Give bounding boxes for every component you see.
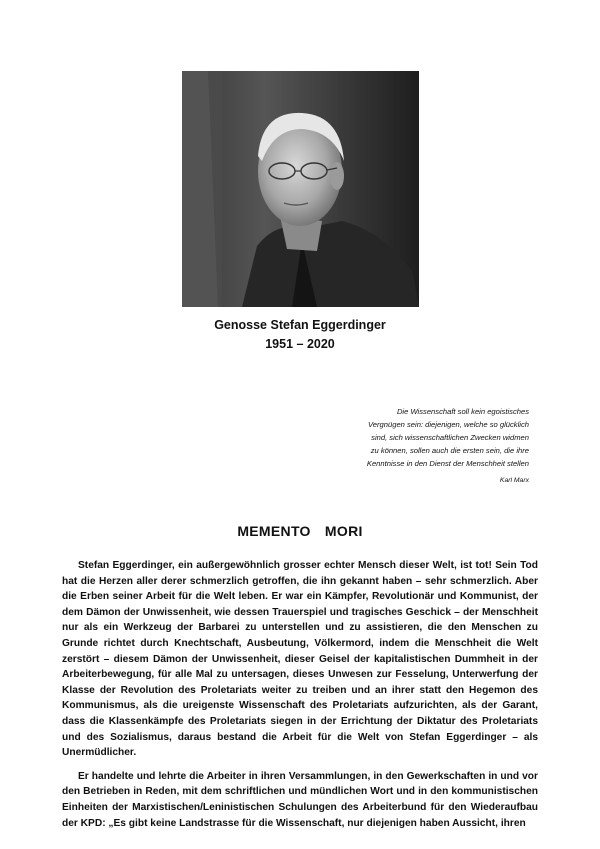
portrait-photo xyxy=(182,71,419,307)
caption-name: Genosse Stefan Eggerdinger xyxy=(214,318,386,332)
quote-line: zu können, sollen auch die ersten sein, die ihre xyxy=(370,446,529,455)
quote-block xyxy=(229,405,529,487)
body-text xyxy=(62,558,538,839)
caption-dates: 1951 – 2020 xyxy=(265,337,335,351)
quote-line: Vergnügen sein: diejenigen, welche so glücklich xyxy=(368,420,529,429)
paragraph: Er handelte und lehrte die Arbeiter in ihren Versammlungen, in den Gewerkschaften in und vor den Betrieben in Reden, mit dem schriftlichen und mündlichen Wort und in den kommunistischen Einheiten der Marxistischen/Leninistischen Schulungen des Arbeiterbund für den Wiederaufbau der KPD: „Es gibt keine Landstrasse für die Wissenschaft, nur diejenigen haben Aussicht, ihren xyxy=(62,770,538,829)
portrait-image xyxy=(182,71,419,307)
quote-line: Die Wissenschaft soll kein egoistisches xyxy=(396,407,529,416)
quote-line: sind, sich wissenschaftlichen Zwecken widmen xyxy=(371,433,529,442)
quote-author: Karl Marx xyxy=(499,477,529,484)
page-heading: MEMENTO MORI xyxy=(237,523,363,539)
paragraph: Stefan Eggerdinger, ein außergewöhnlich grosser echter Mensch dieser Welt, ist tot! Sein Tod hat die Herzen aller derer schmerzlich getroffen, die ihn gekannt haben – sehr schmerzlich. Aber die Erben seiner Arbeit für die Welt leben. Er war ein Kämpfer, Revolutionär und Kommunist, der dem Dämon der Unwissenheit, wie dessen Trauerspiel und tragisches Geschick – der Menschheit nur als ein Werkzeug der Barbarei zu unterstellen und zu assistieren, die den Menschen zu Grunde richtet durch Knechtschaft, Ausbeutung, Völkermord, indem die Menschheit die Welt zerstört – diesem Dämon der Unwissenheit, dieser Geisel der kapitalistischen Dummheit in der Arbeiterbewegung, für alle Mal zu untersagen, dieses Unwesen zur Fesselung, Unterwerfung der Klasse der Revolution des Proletariats weiter zu treiben und an ihrer statt den Hegemon des Kommunismus, als die ureigenste Wissenschaft des Proletariats aufzurichten, als der Garant, dass die Klassenkämpfe des Proletariats siegen in der Errichtung der Diktatur des Proletariats und des Sozialismus, daraus bestand die Arbeit für die Welt von Stefan Eggerdinger – als Unermüdlicher. xyxy=(62,560,538,759)
quote-line: Kenntnisse in den Dienst der Menschheit stellen xyxy=(366,459,529,468)
